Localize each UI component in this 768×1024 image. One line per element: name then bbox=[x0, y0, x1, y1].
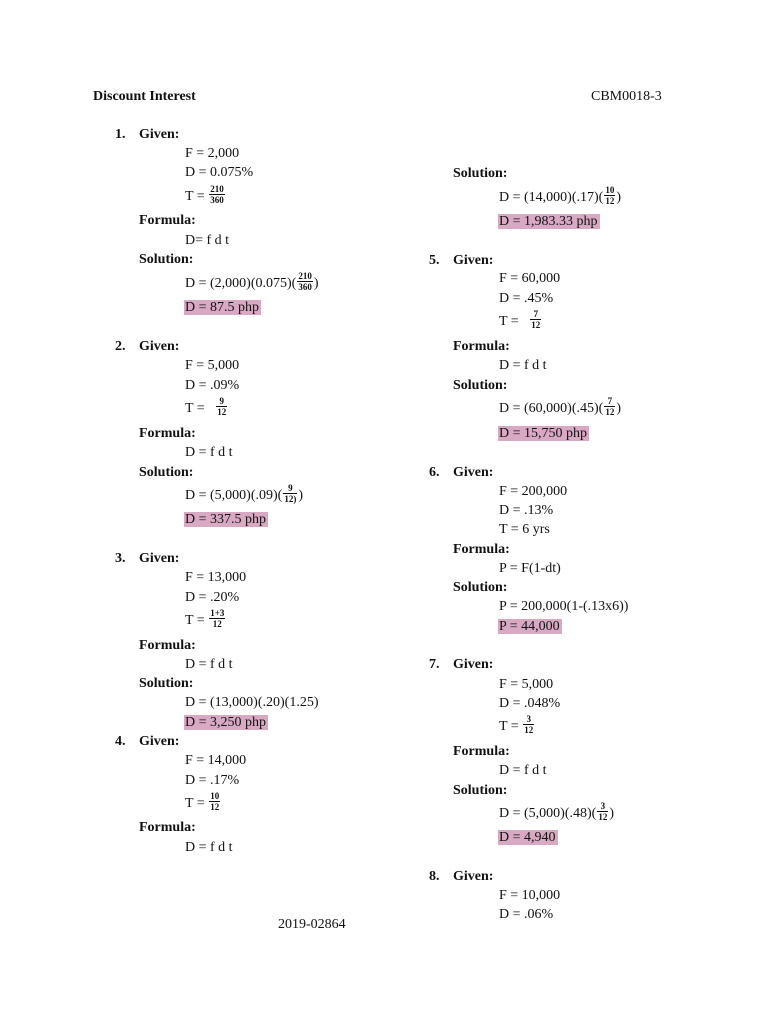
given-face-value: F = 13,000 bbox=[185, 570, 247, 585]
given-label: Given: bbox=[139, 734, 180, 749]
problem-number: 1. bbox=[115, 127, 126, 142]
answer-highlight: D = 337.5 php bbox=[185, 512, 267, 527]
given-discount-rate: D = .17% bbox=[185, 773, 240, 788]
problem-number: 2. bbox=[115, 339, 126, 354]
answer-highlight: D = 3,250 php bbox=[185, 715, 267, 730]
solution-text: D = (13,000)(.20)(1.25) bbox=[185, 695, 319, 710]
given-face-value: F = 5,000 bbox=[499, 677, 554, 692]
given-label: Given: bbox=[453, 253, 494, 268]
solution-label: Solution: bbox=[453, 378, 508, 393]
solution-fraction: $\frac{9}{12)}$ bbox=[284, 483, 297, 505]
solution-label: Solution: bbox=[453, 783, 508, 798]
time-fraction: $\frac{3}{12}$ bbox=[524, 714, 534, 736]
given-time: T = $\frac{9}{12}$ bbox=[185, 396, 227, 418]
given-discount-rate: D = .06% bbox=[499, 907, 554, 922]
given-face-value: F = 14,000 bbox=[185, 753, 247, 768]
given-label: Given: bbox=[453, 657, 494, 672]
formula-text: D = f d t bbox=[499, 763, 547, 778]
answer-highlight: D = 4,940 bbox=[499, 830, 556, 845]
given-discount-rate: D = .20% bbox=[185, 590, 240, 605]
answer-highlight: D = 15,750 php bbox=[499, 426, 588, 441]
formula-label: Formula: bbox=[453, 744, 510, 759]
answer-highlight: P = 44,000 bbox=[499, 619, 560, 634]
formula-text: D = f d t bbox=[499, 358, 547, 373]
given-label: Given: bbox=[453, 869, 494, 884]
given-label: Given: bbox=[139, 127, 180, 142]
solution-fraction: $\frac{3}{12}$ bbox=[598, 801, 608, 823]
formula-text: D = f d t bbox=[185, 657, 233, 672]
formula-text: P = F(1-dt) bbox=[499, 561, 561, 576]
given-discount-rate: D = 0.075% bbox=[185, 165, 254, 180]
solution-fraction: $\frac{210}{360}$ bbox=[298, 271, 312, 293]
problem-number: 3. bbox=[115, 551, 126, 566]
given-time: T = $\frac{1+3}{12}$ bbox=[185, 608, 225, 630]
given-discount-rate: D = .048% bbox=[499, 696, 561, 711]
formula-label: Formula: bbox=[139, 638, 196, 653]
solution-text: D = (60,000)(.45)( $\frac{7}{12}$ ) bbox=[499, 396, 621, 418]
formula-label: Formula: bbox=[139, 820, 196, 835]
problem-number: 5. bbox=[429, 253, 440, 268]
formula-text: D = f d t bbox=[185, 445, 233, 460]
formula-label: Formula: bbox=[139, 213, 196, 228]
given-time: T = $\frac{10}{12}$ bbox=[185, 791, 220, 813]
given-time: T = $\frac{7}{12}$ bbox=[499, 309, 541, 331]
problem-number: 4. bbox=[115, 734, 126, 749]
problem-number: 6. bbox=[429, 465, 440, 480]
given-label: Given: bbox=[139, 339, 180, 354]
formula-label: Formula: bbox=[139, 426, 196, 441]
solution-text: D = (2,000)(0.075)( $\frac{210}{360}$ ) bbox=[185, 271, 319, 293]
solution-label: Solution: bbox=[139, 465, 194, 480]
given-time: T = $\frac{3}{12}$ bbox=[499, 714, 534, 736]
given-face-value: F = 10,000 bbox=[499, 888, 561, 903]
solution-label: Solution: bbox=[139, 676, 194, 691]
solution-text: D = (5,000)(.09)( $\frac{9}{12)}$ ) bbox=[185, 483, 303, 505]
given-face-value: F = 200,000 bbox=[499, 484, 568, 499]
solution-text: P = 200,000(1-(.13x6)) bbox=[499, 599, 629, 614]
given-face-value: F = 2,000 bbox=[185, 146, 240, 161]
student-id: 2019-02864 bbox=[278, 917, 346, 932]
time-fraction: $\frac{9}{12}$ bbox=[217, 396, 227, 418]
given-discount-rate: D = .09% bbox=[185, 378, 240, 393]
time-fraction: $\frac{1+3}{12}$ bbox=[210, 608, 225, 630]
solution-text: D = (14,000)(.17)( $\frac{10}{12}$ ) bbox=[499, 185, 621, 207]
answer-highlight: D = 87.5 php bbox=[185, 300, 260, 315]
solution-label: Solution: bbox=[453, 580, 508, 595]
formula-text: D= f d t bbox=[185, 233, 230, 248]
solution-text: D = (5,000)(.48)( $\frac{3}{12}$ ) bbox=[499, 801, 614, 823]
course-code: CBM0018-3 bbox=[591, 89, 662, 104]
given-time: T = 6 yrs bbox=[499, 522, 550, 537]
solution-fraction: $\frac{7}{12}$ bbox=[605, 396, 615, 418]
formula-label: Formula: bbox=[453, 542, 510, 557]
solution-label: Solution: bbox=[139, 252, 194, 267]
time-fraction: $\frac{10}{12}$ bbox=[210, 791, 220, 813]
problem-number: 8. bbox=[429, 869, 440, 884]
answer-highlight: D = 1,983.33 php bbox=[499, 214, 598, 229]
given-label: Given: bbox=[139, 551, 180, 566]
given-discount-rate: D = .45% bbox=[499, 291, 554, 306]
formula-text: D = f d t bbox=[185, 840, 233, 855]
given-face-value: F = 5,000 bbox=[185, 358, 240, 373]
document-title: Discount Interest bbox=[93, 89, 196, 104]
formula-label: Formula: bbox=[453, 339, 510, 354]
problem-number: 7. bbox=[429, 657, 440, 672]
solution-fraction: $\frac{10}{12}$ bbox=[605, 185, 615, 207]
given-label: Given: bbox=[453, 465, 494, 480]
time-fraction: $\frac{7}{12}$ bbox=[531, 309, 541, 331]
given-discount-rate: D = .13% bbox=[499, 503, 554, 518]
solution-label: Solution: bbox=[453, 166, 508, 181]
given-face-value: F = 60,000 bbox=[499, 271, 561, 286]
time-fraction: $\frac{210}{360}$ bbox=[210, 184, 224, 206]
given-time: T = $\frac{210}{360}$ bbox=[185, 184, 224, 206]
